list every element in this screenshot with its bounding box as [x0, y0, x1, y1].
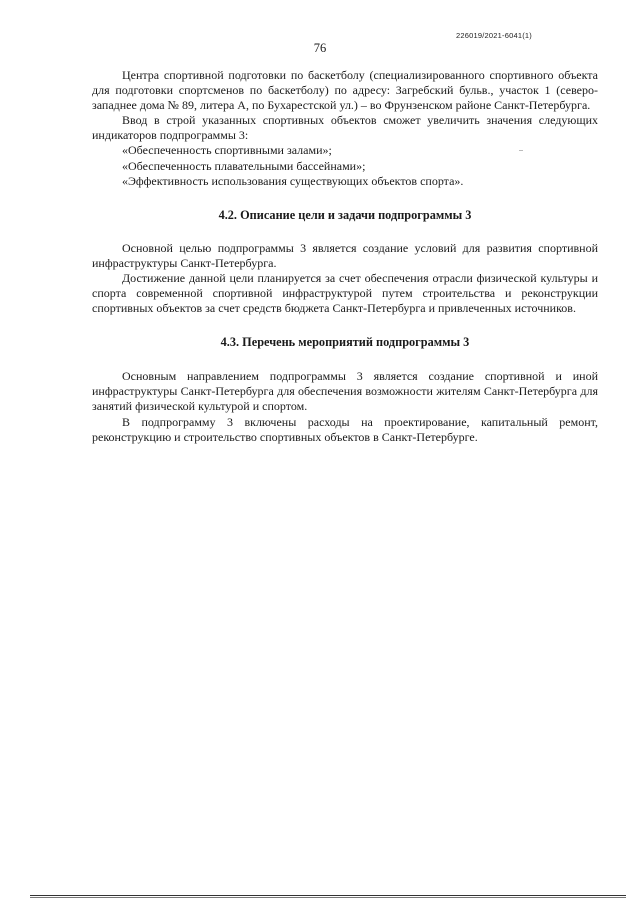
scan-mark	[519, 150, 523, 151]
paragraph-indicators-intro: Ввод в строй указанных спортивных объектов сможет увеличить значения следующих индикаторов подпрограммы 3:	[92, 113, 598, 143]
document-body	[92, 68, 598, 445]
page-number: 76	[313, 41, 327, 55]
paragraph-goal: Основной целью подпрограммы 3 является создание условий для развития спортивной инфраструктуры Санкт-Петербурга.	[92, 240, 598, 270]
list-item: «Обеспеченность спортивными залами»;	[122, 143, 332, 158]
scan-edge-line	[30, 897, 626, 898]
scan-edge-line	[30, 895, 626, 896]
paragraph-achievement: Достижение данной цели планируется за счет обеспечения отрасли физической культуры и спорта современной спортивной инфраструктурой путем строительства и реконструкции спортивных объектов за счет средств бюджета Санкт-Петербурга и привлеченных источников.	[92, 270, 598, 316]
list-item: «Эффективность использования существующих объектов спорта».	[122, 173, 464, 188]
section-heading-4-3: 4.3. Перечень мероприятий подпрограммы 3	[220, 335, 470, 350]
paragraph-continuation: объекта для подготовки спортсменов по баскетболу) по адресу: Загребский бульв., участок 1 (северо-западнее дома № 89, литера А, по Бухарестской ул.) – во Фрунзенском районе Санкт-Петербурга.	[92, 68, 599, 113]
paragraph-main-direction: Основным направлением подпрограммы 3 является создание спортивной и иной инфраструктуры Санкт-Петербурга для обеспечения возможности жителям Санкт-Петербурга для занятий физической культурой и спортом.	[92, 369, 598, 414]
section-heading-4-2: 4.2. Описание цели и задачи подпрограммы 3	[218, 207, 472, 222]
paragraph-line: Центра спортивной подготовки по баскетболу (специализированного спортивного	[122, 68, 554, 82]
paragraph-expenses: В подпрограмму 3 включены расходы на проектирование, капитальный ремонт, реконструкцию и строительство спортивных объектов в Санкт-Петербурге.	[92, 414, 598, 444]
paragraph-basketball-center	[92, 68, 598, 113]
list-item: «Обеспеченность плавательными бассейнами»;	[122, 158, 366, 173]
document-id: 226019/2021-6041(1)	[456, 31, 532, 40]
